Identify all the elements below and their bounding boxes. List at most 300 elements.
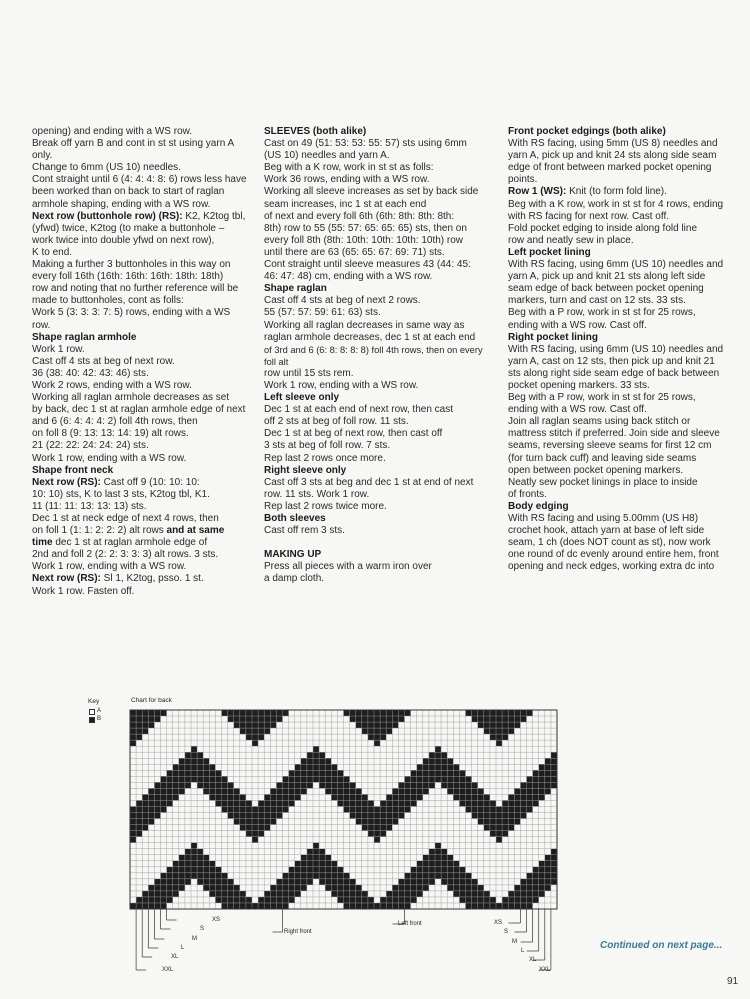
size-label-left: XXL [162, 967, 174, 973]
chart-cell-b [276, 879, 282, 885]
chart-cell-b [283, 776, 289, 782]
chart-cell-b [502, 897, 508, 903]
chart-cell-b [380, 813, 386, 819]
chart-cell-b [258, 819, 264, 825]
text-line: made to buttonholes, cont as folls: [32, 295, 184, 307]
chart-cell-b [264, 710, 270, 716]
text-line: Beg with a K row, work in st st for 4 rows, ending [508, 198, 724, 210]
text-line: every foll 8th (8th: 10th: 10th: 10th: 10th) row [264, 234, 464, 246]
chart-cell-b [240, 716, 246, 722]
chart-cell-b [441, 879, 447, 885]
text-line: 10: 10) sts, K to last 3 sts, K2tog tbl, K1. [32, 488, 210, 500]
chart-cell-b [270, 722, 276, 728]
chart-cell-b [289, 788, 295, 794]
chart-cell-b [423, 855, 429, 861]
chart-cell-b [453, 764, 459, 770]
chart-cell-b [441, 782, 447, 788]
chart-cell-b [161, 794, 167, 800]
chart-cell-b [136, 819, 142, 825]
chart-cell-b [502, 728, 508, 734]
chart-cell-b [514, 885, 520, 891]
chart-cell-b [258, 722, 264, 728]
chart-cell-b [283, 897, 289, 903]
chart-cell-b [380, 710, 386, 716]
chart-cell-b [215, 800, 221, 806]
chart-cell-b [136, 710, 142, 716]
chart-cell-b [344, 879, 350, 885]
chart-cell-b [234, 716, 240, 722]
chart-cell-b [478, 800, 484, 806]
chart-cell-b [472, 788, 478, 794]
chart-cell-b [234, 891, 240, 897]
text-line: on foll 8 (9: 13: 13: 14: 19) alt rows. [32, 428, 189, 440]
chart-cell-b [319, 782, 325, 788]
chart-cell-b [215, 897, 221, 903]
chart-cell-b [527, 806, 533, 812]
chart-cell-b [337, 897, 343, 903]
chart-cell-b [222, 897, 228, 903]
chart-cell-b [246, 897, 252, 903]
chart-cell-b [142, 819, 148, 825]
chart-cell-b [453, 794, 459, 800]
chart-cell-b [429, 776, 435, 782]
chart-cell-b [331, 788, 337, 794]
chart-cell-b [344, 782, 350, 788]
chart-cell-b [258, 903, 264, 909]
chart-cell-b [301, 776, 307, 782]
chart-cell-b [264, 794, 270, 800]
chart-cell-b [362, 897, 368, 903]
chart-cell-b [472, 806, 478, 812]
chart-cell-b [240, 813, 246, 819]
chart-cell-b [417, 861, 423, 867]
chart-cell-b [301, 758, 307, 764]
chart-cell-b [435, 752, 441, 758]
chart-cell-b [148, 813, 154, 819]
chart-cell-b [154, 897, 160, 903]
chart-cell-b [472, 891, 478, 897]
chart-cell-b [411, 770, 417, 776]
chart-cell-b [179, 782, 185, 788]
chart-cell-b [368, 897, 374, 903]
chart-cell-b [173, 782, 179, 788]
chart-cell-b [478, 716, 484, 722]
chart-cell-b [356, 885, 362, 891]
chart-cell-b [319, 873, 325, 879]
chart-cell-b [307, 752, 313, 758]
label-right-front: Right front [284, 929, 312, 935]
chart-cell-b [130, 710, 136, 716]
chart-cell-b [478, 794, 484, 800]
text-line: 36 (38: 40: 42: 43: 46) sts. [32, 367, 149, 379]
chart-cell-b [496, 740, 502, 746]
chart-cell-b [490, 710, 496, 716]
chart-cell-b [197, 861, 203, 867]
text-line: Cast off rem 3 sts. [264, 525, 345, 537]
chart-cell-b [459, 885, 465, 891]
chart-cell-b [484, 722, 490, 728]
chart-cell-b [313, 770, 319, 776]
chart-cell-b [398, 782, 404, 788]
chart-cell-b [283, 873, 289, 879]
section-heading: Left pocket lining [508, 246, 591, 258]
chart-cell-b [392, 903, 398, 909]
chart-cell-b [301, 770, 307, 776]
chart-cell-b [545, 764, 551, 770]
chart-cell-b [411, 782, 417, 788]
text-line: 46: 47: 48) cm, ending with a WS row. [264, 271, 433, 283]
chart-cell-b [319, 867, 325, 873]
chart-cell-b [173, 891, 179, 897]
chart-cell-b [417, 782, 423, 788]
chart-cell-b [508, 819, 514, 825]
chart-cell-b [350, 710, 356, 716]
section-heading: SLEEVES (both alike) [264, 126, 367, 137]
chart-cell-b [130, 819, 136, 825]
chart-cell-b [429, 873, 435, 879]
chart-cell-b [179, 758, 185, 764]
chart-cell-b [154, 813, 160, 819]
chart-cell-b [350, 813, 356, 819]
chart-cell-b [185, 861, 191, 867]
chart-cell-b [466, 897, 472, 903]
chart-cell-b [337, 873, 343, 879]
chart-cell-b [337, 885, 343, 891]
chart-cell-b [356, 722, 362, 728]
text-span: Knit (to form fold line). [566, 186, 667, 198]
chart-cell-b [215, 788, 221, 794]
size-label-right: XS [494, 920, 503, 926]
chart-cell-b [215, 885, 221, 891]
chart-cell-b [264, 806, 270, 812]
chart-cell-b [142, 825, 148, 831]
chart-cell-b [466, 891, 472, 897]
chart-cell-b [435, 861, 441, 867]
chart-cell-b [533, 776, 539, 782]
chart-cell-b [161, 879, 167, 885]
chart-cell-b [289, 891, 295, 897]
chart-cell-b [405, 891, 411, 897]
chart-cell-b [350, 903, 356, 909]
chart-cell-b [447, 782, 453, 788]
chart-cell-b [209, 776, 215, 782]
chart-cell-b [466, 903, 472, 909]
chart-cell-b [215, 770, 221, 776]
chart-cell-b [453, 861, 459, 867]
chart-cell-b [130, 728, 136, 734]
chart-cell-b [411, 873, 417, 879]
chart-cell-b [325, 788, 331, 794]
chart-cell-b [148, 891, 154, 897]
chart-cell-b [496, 825, 502, 831]
chart-cell-b [203, 855, 209, 861]
chart-cell-b [191, 752, 197, 758]
chart-cell-b [447, 776, 453, 782]
chart-cell-b [295, 776, 301, 782]
chart-cell-b [429, 770, 435, 776]
text-line: Cont straight until 6 (4: 4: 4: 8: 6) rows less have [32, 174, 247, 186]
chart-cell-b [179, 855, 185, 861]
chart-cell-b [478, 891, 484, 897]
chart-cell-b [551, 867, 557, 873]
chart-cell-b [423, 758, 429, 764]
chart-cell-b [307, 855, 313, 861]
chart-cell-b [197, 855, 203, 861]
chart-cell-b [283, 806, 289, 812]
chart-cell-b [386, 806, 392, 812]
chart-cell-b [490, 903, 496, 909]
chart-cell-b [142, 710, 148, 716]
chart-cell-b [337, 794, 343, 800]
chart-cell-b [386, 728, 392, 734]
chart-cell-b [154, 885, 160, 891]
chart-cell-b [301, 885, 307, 891]
chart-cell-b [539, 788, 545, 794]
chart-cell-b [539, 782, 545, 788]
chart-cell-b [319, 855, 325, 861]
chart-cell-b [386, 710, 392, 716]
chart-cell-b [429, 867, 435, 873]
text-line: open between pocket opening markers. [508, 464, 684, 476]
chart-cell-b [161, 776, 167, 782]
chart-cell-b [490, 825, 496, 831]
text-line: Work 1 row, ending with a WS row. [264, 379, 419, 391]
chart-cell-b [490, 819, 496, 825]
text-line: Break off yarn B and cont in st st using yarn A only. [32, 138, 234, 162]
chart-cell-b [514, 819, 520, 825]
chart-cell-b [270, 794, 276, 800]
chart-cell-b [472, 813, 478, 819]
chart-cell-b [520, 879, 526, 885]
chart-cell-b [283, 800, 289, 806]
chart-cell-b [276, 716, 282, 722]
chart-cell-b [484, 800, 490, 806]
chart-cell-b [142, 716, 148, 722]
chart-cell-b [270, 788, 276, 794]
chart-cell-b [398, 897, 404, 903]
text-line: 55 (57: 57: 59: 61: 63) sts. [264, 307, 381, 319]
chart-cell-b [331, 891, 337, 897]
chart-cell-b [325, 861, 331, 867]
chart-cell-b [520, 788, 526, 794]
text-line: of fronts. [508, 488, 547, 500]
chart-cell-b [520, 885, 526, 891]
chart-cell-b [344, 891, 350, 897]
chart-cell-b [228, 903, 234, 909]
text-line: sts along right side seam edge of back between [508, 367, 720, 379]
chart-cell-b [258, 728, 264, 734]
chart-cell-b [392, 722, 398, 728]
chart-cell-b [252, 710, 258, 716]
text-line: Beg with a P row, work in st st for 25 rows, [508, 392, 696, 404]
text-line: pocket opening markers. 33 sts. [508, 379, 650, 391]
chart-cell-b [392, 813, 398, 819]
chart-cell-b [258, 800, 264, 806]
chart-cell-b [533, 873, 539, 879]
chart-cell-b [502, 806, 508, 812]
chart-cell-b [215, 782, 221, 788]
chart-cell-b [362, 794, 368, 800]
chart-cell-b [368, 710, 374, 716]
chart-cell-b [417, 764, 423, 770]
chart-cell-b [295, 794, 301, 800]
chart-cell-b [215, 794, 221, 800]
chart-cell-b [283, 885, 289, 891]
chart-cell-b [502, 710, 508, 716]
chart-cell-b [325, 867, 331, 873]
size-label-left: M [192, 936, 197, 942]
text-line: yarn A, cast on 12 sts, then pick up and knit 21 [508, 355, 715, 367]
text-line: Rep last 2 rows once more. [264, 452, 386, 464]
chart-cell-b [167, 788, 173, 794]
chart-cell-b [325, 879, 331, 885]
chart-cell-b [130, 831, 136, 837]
chart-cell-b [398, 903, 404, 909]
chart-cell-b [350, 891, 356, 897]
chart-cell-b [380, 722, 386, 728]
chart-cell-b [350, 897, 356, 903]
chart-cell-b [344, 776, 350, 782]
chart-cell-b [301, 861, 307, 867]
text-line: crochet hook, attach yarn at base of left side [508, 525, 705, 537]
chart-cell-b [490, 716, 496, 722]
chart-cell-b [173, 794, 179, 800]
chart-cell-b [527, 885, 533, 891]
emphasis: time [32, 537, 53, 549]
chart-cell-b [386, 897, 392, 903]
chart-cell-b [356, 716, 362, 722]
text-line: Dec 1 st at beg of next row, then cast off [264, 428, 443, 440]
chart-cell-b [508, 716, 514, 722]
chart-cell-b [173, 879, 179, 885]
chart-cell-b [173, 764, 179, 770]
chart-cell-b [435, 849, 441, 855]
chart-cell-b [209, 770, 215, 776]
chart-cell-b [417, 891, 423, 897]
chart-cell-b [252, 722, 258, 728]
chart-cell-b [429, 758, 435, 764]
chart-cell-b [234, 885, 240, 891]
size-label-right: M [512, 939, 517, 945]
chart-cell-b [459, 879, 465, 885]
chart-cell-b [185, 867, 191, 873]
chart-cell-b [344, 806, 350, 812]
chart-cell-b [356, 710, 362, 716]
chart-cell-b [167, 794, 173, 800]
text-line: row and neatly sew in place. [508, 234, 634, 246]
chart-cell-b [545, 873, 551, 879]
chart-cell-b [466, 885, 472, 891]
chart-cell-b [222, 776, 228, 782]
chart-cell-b [130, 837, 136, 843]
chart-cell-b [520, 903, 526, 909]
chart-cell-b [545, 788, 551, 794]
chart-cell-b [368, 825, 374, 831]
chart-cell-b [264, 813, 270, 819]
chart-cell-b [398, 716, 404, 722]
chart-cell-b [398, 806, 404, 812]
chart-cell-b [191, 770, 197, 776]
chart-cell-b [185, 770, 191, 776]
text-line: Change to 6mm (US 10) needles. [32, 162, 181, 174]
chart-cell-b [453, 867, 459, 873]
chart-cell-b [319, 879, 325, 885]
text-line: raglan armhole decreases, dec 1 st at each end [264, 331, 476, 343]
chart-cell-b [533, 800, 539, 806]
chart-cell-b [209, 764, 215, 770]
chart-cell-b [161, 903, 167, 909]
chart-cell-b [520, 813, 526, 819]
chart-cell-b [136, 722, 142, 728]
row-label: Next row (RS): [32, 573, 101, 585]
chart-cell-b [405, 879, 411, 885]
chart-cell-b [386, 813, 392, 819]
chart-cell-b [301, 873, 307, 879]
chart-cell-b [362, 813, 368, 819]
chart-cell-b [527, 800, 533, 806]
chart-cell-b [222, 885, 228, 891]
chart-cell-b [215, 867, 221, 873]
chart-cell-b [313, 746, 319, 752]
chart-cell-b [527, 776, 533, 782]
chart-cell-b [447, 867, 453, 873]
chart-cell-b [508, 728, 514, 734]
chart-cell-b [179, 879, 185, 885]
chart-cell-b [362, 710, 368, 716]
chart-cell-b [447, 855, 453, 861]
chart-cell-b [264, 825, 270, 831]
chart-cell-b [508, 794, 514, 800]
chart-cell-b [161, 891, 167, 897]
chart-cell-b [386, 794, 392, 800]
chart-cell-b [350, 806, 356, 812]
chart-cell-b [203, 788, 209, 794]
chart-cell-b [374, 819, 380, 825]
chart-cell-b [502, 819, 508, 825]
chart-cell-b [356, 903, 362, 909]
chart-cell-b [203, 885, 209, 891]
chart-cell-b [270, 710, 276, 716]
label-left-front: Left front [398, 921, 422, 927]
chart-cell-b [276, 813, 282, 819]
chart-cell-b [191, 855, 197, 861]
chart-cell-b [197, 782, 203, 788]
chart-cell-b [417, 776, 423, 782]
chart-cell-b [453, 879, 459, 885]
chart-cell-b [270, 897, 276, 903]
chart-cell-b [319, 849, 325, 855]
chart-cell-b [350, 885, 356, 891]
chart-cell-b [496, 819, 502, 825]
chart-cell-b [429, 764, 435, 770]
chart-cell-b [350, 800, 356, 806]
chart-cell-b [472, 782, 478, 788]
chart-cell-b [240, 819, 246, 825]
chart-cell-b [197, 873, 203, 879]
chart-cell-b [161, 885, 167, 891]
chart-cell-b [356, 794, 362, 800]
chart-cell-b [539, 885, 545, 891]
chart-cell-b [246, 716, 252, 722]
chart-cell-b [185, 782, 191, 788]
chart-cell-b [453, 891, 459, 897]
chart-cell-b [313, 849, 319, 855]
text-line: row. 11 sts. Work 1 row. [264, 488, 370, 500]
chart-cell-b [380, 825, 386, 831]
chart-cell-b [130, 903, 136, 909]
chart-cell-b [392, 788, 398, 794]
chart-cell-b [276, 806, 282, 812]
